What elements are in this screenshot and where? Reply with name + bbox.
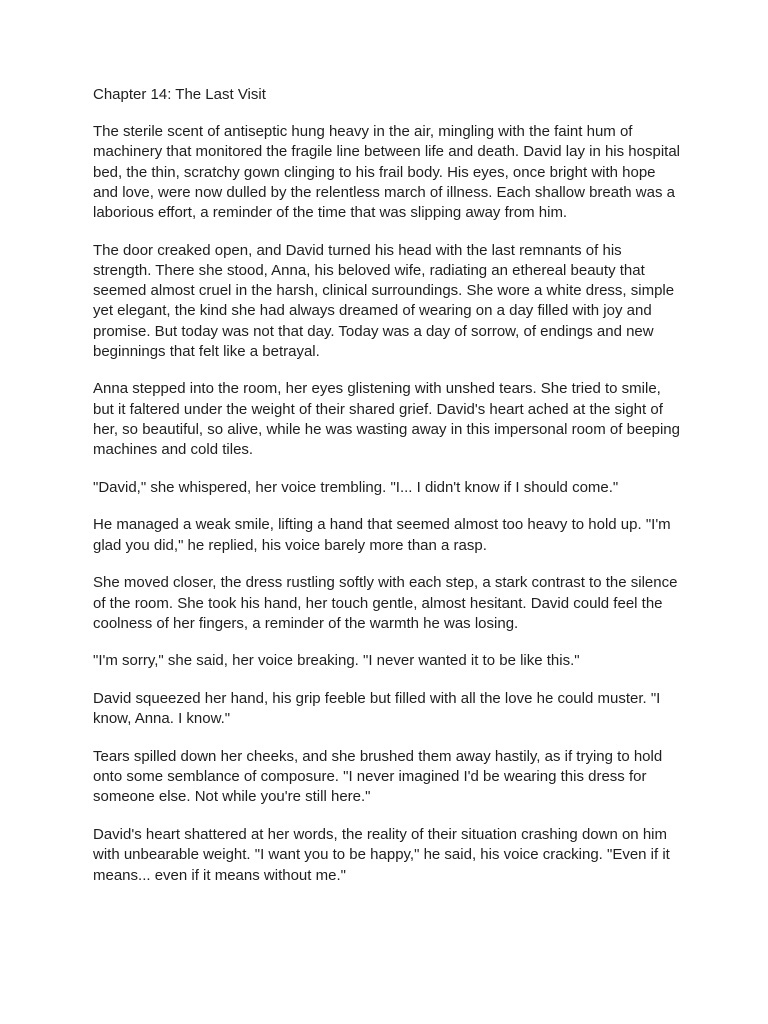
chapter-title: Chapter 14: The Last Visit [93, 86, 266, 103]
paragraph-5: He managed a weak smile, lifting a hand that seemed almost too heavy to hold up. "I'm glad you did," he replied, his voice barely more than a rasp. [93, 516, 671, 554]
paragraph-1: The sterile scent of antiseptic hung heavy in the air, mingling with the faint hum of machinery that monitored the fragile line between life and death. David lay in his hospital bed, the thin, scratchy gown clinging to his frail body. His eyes, once bright with hope and love, were now dulled by the relentless march of illness. Each shallow breath was a laborious effort, a reminder of the time that was slipping away from him. [93, 123, 681, 222]
paragraph-2: The door creaked open, and David turned his head with the last remnants of his strength. There she stood, Anna, his beloved wife, radiating an ethereal beauty that seemed almost cruel in the harsh, clinical surroundings. She wore a white dress, simple yet elegant, the kind she had always dreamed of wearing on a day filled with joy and promise. But today was not that day. Today was a day of sorrow, of endings and new beginnings that felt like a betrayal. [93, 241, 675, 360]
paragraph-3: Anna stepped into the room, her eyes glistening with unshed tears. She tried to smile, but it faltered under the weight of their shared grief. David's heart ached at the sight of her, so beautiful, so alive, while he was wasting away in this impersonal room of beeping machines and cold tiles. [93, 380, 680, 459]
paragraph-4: "David," she whispered, her voice trembling. "I... I didn't know if I should come." [93, 478, 619, 496]
paragraph-10: David's heart shattered at her words, the reality of their situation crashing down on him with unbearable weight. "I want you to be happy," he said, his voice cracking. "Even if it means... even if it means without me." [93, 826, 670, 884]
paragraph-9: Tears spilled down her cheeks, and she brushed them away hastily, as if trying to hold onto some semblance of composure. "I never imagined I'd be wearing this dress for someone else. Not while you're still here." [93, 748, 663, 806]
paragraph-6: She moved closer, the dress rustling softly with each step, a stark contrast to the silence of the room. She took his hand, her touch gentle, almost hesitant. David could feel the coolness of her fingers, a reminder of the warmth he was losing. [93, 574, 678, 632]
paragraph-7: "I'm sorry," she said, her voice breaking. "I never wanted it to be like this." [93, 652, 580, 670]
paragraph-8: David squeezed her hand, his grip feeble but filled with all the love he could muster. "I know, Anna. I know." [93, 690, 661, 728]
document-page [93, 85, 683, 903]
